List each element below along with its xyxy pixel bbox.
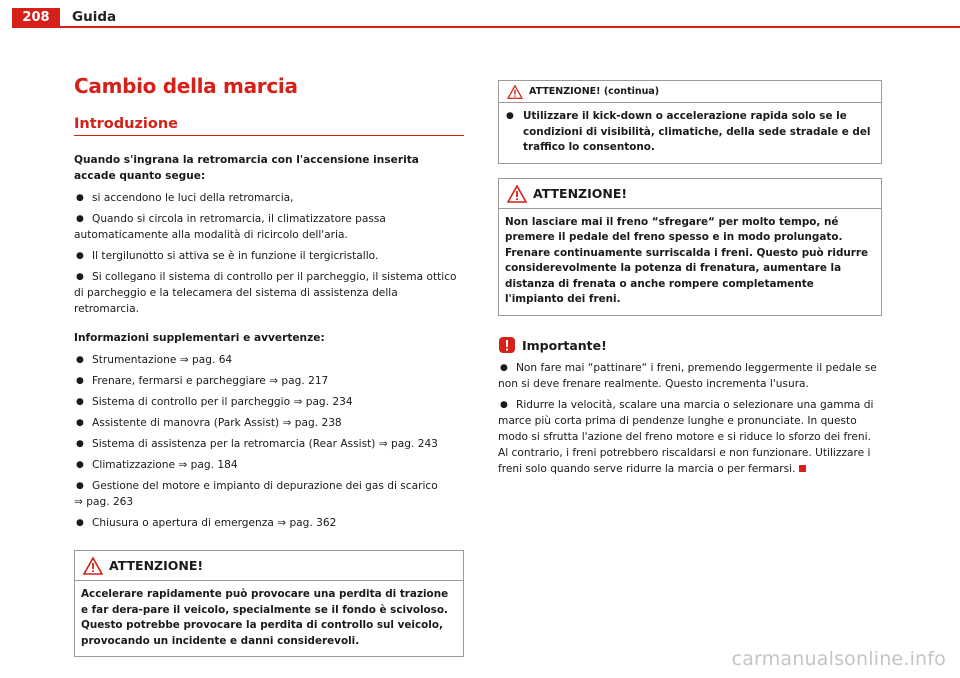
- arrow-icon: ⇒: [178, 459, 188, 471]
- watermark: carmanualsonline.info: [731, 648, 946, 670]
- list-item: [498, 397, 882, 477]
- arrow-icon: ⇒: [179, 354, 189, 366]
- warning-text: Accelerare rapidamente può provocare una perdita di trazione e far dera-pare il veicolo, specialmente se il fondo è scivoloso. Questo potrebbe provocare la perdita di controllo sul veicolo, provocando un incidente e danni considerevoli.: [81, 588, 449, 647]
- list-item: ● Quando si circola in retromarcia, il climatizzatore passa automaticamente alla modalità di ricircolo dell'aria.: [74, 211, 464, 243]
- list-item-label: Strumentazione: [92, 354, 177, 366]
- subsection-heading: Introduzione: [74, 116, 464, 136]
- list-item-label: Gestione del motore e impianto di depurazione dei gas di scarico: [92, 480, 438, 492]
- end-of-section-icon: [799, 465, 806, 472]
- list-item-text: Ridurre la velocità, scalare una marcia o selezionare una gamma di marce più corta prima di pendenze lunghe e pronunciate. In questo modo si sfrutta l'azione del freno motore e si riduce lo sforzo dei freni. Al contrario, i freni potrebbero riscaldarsi e non funzionare. Utilizzare i freni solo quando serve ridurre la marcia o per fermarsi.: [498, 398, 874, 475]
- page-ref-link[interactable]: pag. 64: [192, 354, 233, 366]
- important-title: Importante!: [522, 337, 607, 353]
- warning-triangle-icon: [507, 85, 523, 99]
- warning-title: ATTENZIONE! (continua): [529, 86, 660, 97]
- arrow-icon: ⇒: [282, 417, 292, 429]
- warning-header: [75, 551, 463, 581]
- list-item: [74, 515, 464, 531]
- arrow-icon: ⇒: [269, 375, 279, 387]
- list-item: [74, 415, 464, 431]
- list-item-label: Climatizzazione: [92, 459, 176, 471]
- left-column: [74, 74, 464, 657]
- right-column: [498, 80, 882, 482]
- list-item: [74, 478, 464, 510]
- arrow-icon: ⇒: [293, 396, 303, 408]
- page-ref-link[interactable]: pag. 362: [289, 517, 337, 529]
- warning-triangle-icon: [507, 185, 527, 203]
- page-ref-link[interactable]: pag. 238: [294, 417, 342, 429]
- arrow-icon: ⇒: [74, 496, 83, 508]
- list-item: [74, 373, 464, 389]
- page-ref-link[interactable]: pag. 184: [190, 459, 238, 471]
- list-item-label: Sistema di controllo per il parcheggio: [92, 396, 291, 408]
- warning-header: [499, 81, 881, 103]
- page-header: [0, 0, 960, 28]
- warning-header: [499, 179, 881, 209]
- list-item: [74, 352, 464, 368]
- list-item: [74, 457, 464, 473]
- warning-title: ATTENZIONE!: [109, 558, 204, 573]
- header-title: Guida: [72, 9, 117, 25]
- warning-box: [74, 550, 464, 657]
- exclamation-icon: [498, 336, 516, 354]
- page-ref-link[interactable]: pag. 243: [391, 438, 438, 450]
- list-item: ● si accendono le luci della retromarcia,: [74, 190, 464, 206]
- list-item-label: Frenare, fermarsi e parcheggiare: [92, 375, 266, 387]
- list-item: ● Si collegano il sistema di controllo per il parcheggio, il sistema ottico di parcheggio e la telecamera del sistema di assistenza della retromarcia.: [74, 269, 464, 317]
- list-item-label: Assistente di manovra (Park Assist): [92, 417, 280, 429]
- list-item-label: Chiusura o apertura di emergenza: [92, 517, 274, 529]
- warning-title: ATTENZIONE!: [533, 185, 628, 201]
- list-item: ● Non fare mai “pattinare“ i freni, premendo leggermente il pedale se non si deve frenare realmente. Questo incrementa l'usura.: [498, 360, 882, 392]
- arrow-icon: ⇒: [277, 517, 287, 529]
- page-ref-link[interactable]: pag. 263: [86, 496, 134, 508]
- warning-box: [498, 178, 882, 316]
- page-number: 208: [12, 8, 60, 28]
- header-divider: [60, 26, 960, 28]
- section-heading: Cambio della marcia: [74, 74, 298, 98]
- important-header: [498, 334, 882, 358]
- list-item: [74, 436, 464, 452]
- page-ref-link[interactable]: pag. 234: [305, 396, 353, 408]
- list-item: ● Il tergilunotto si attiva se è in funzione il tergicristallo.: [74, 248, 464, 264]
- warning-text: ● Utilizzare il kick-down o accelerazione rapida solo se le condizioni di visibilità, climatiche, della sede stradale e del traffico lo consentono.: [499, 103, 881, 163]
- list-item-label: Sistema di assistenza per la retromarcia (Rear Assist): [92, 438, 376, 450]
- warning-text: Non lasciare mai il freno “sfregare“ per molto tempo, né premere il pedale del freno spesso e in modo prolungato. Frenare continuamente surriscalda i freni. Questo può ridurre considerevolmente la potenza di frenatura, aumentare la distanza di frenata o anche rompere completamente l'impianto dei freni.: [505, 215, 869, 305]
- arrow-icon: ⇒: [378, 438, 388, 450]
- warning-triangle-icon: [83, 557, 103, 575]
- page-ref-link[interactable]: pag. 217: [281, 375, 329, 387]
- list-item: [74, 394, 464, 410]
- info-heading: Informazioni supplementari e avvertenze:: [74, 332, 325, 344]
- warning-continued-box: [498, 80, 882, 164]
- intro-text: Quando s'ingrana la retromarcia con l'accensione inserita accade quanto segue:: [74, 154, 419, 182]
